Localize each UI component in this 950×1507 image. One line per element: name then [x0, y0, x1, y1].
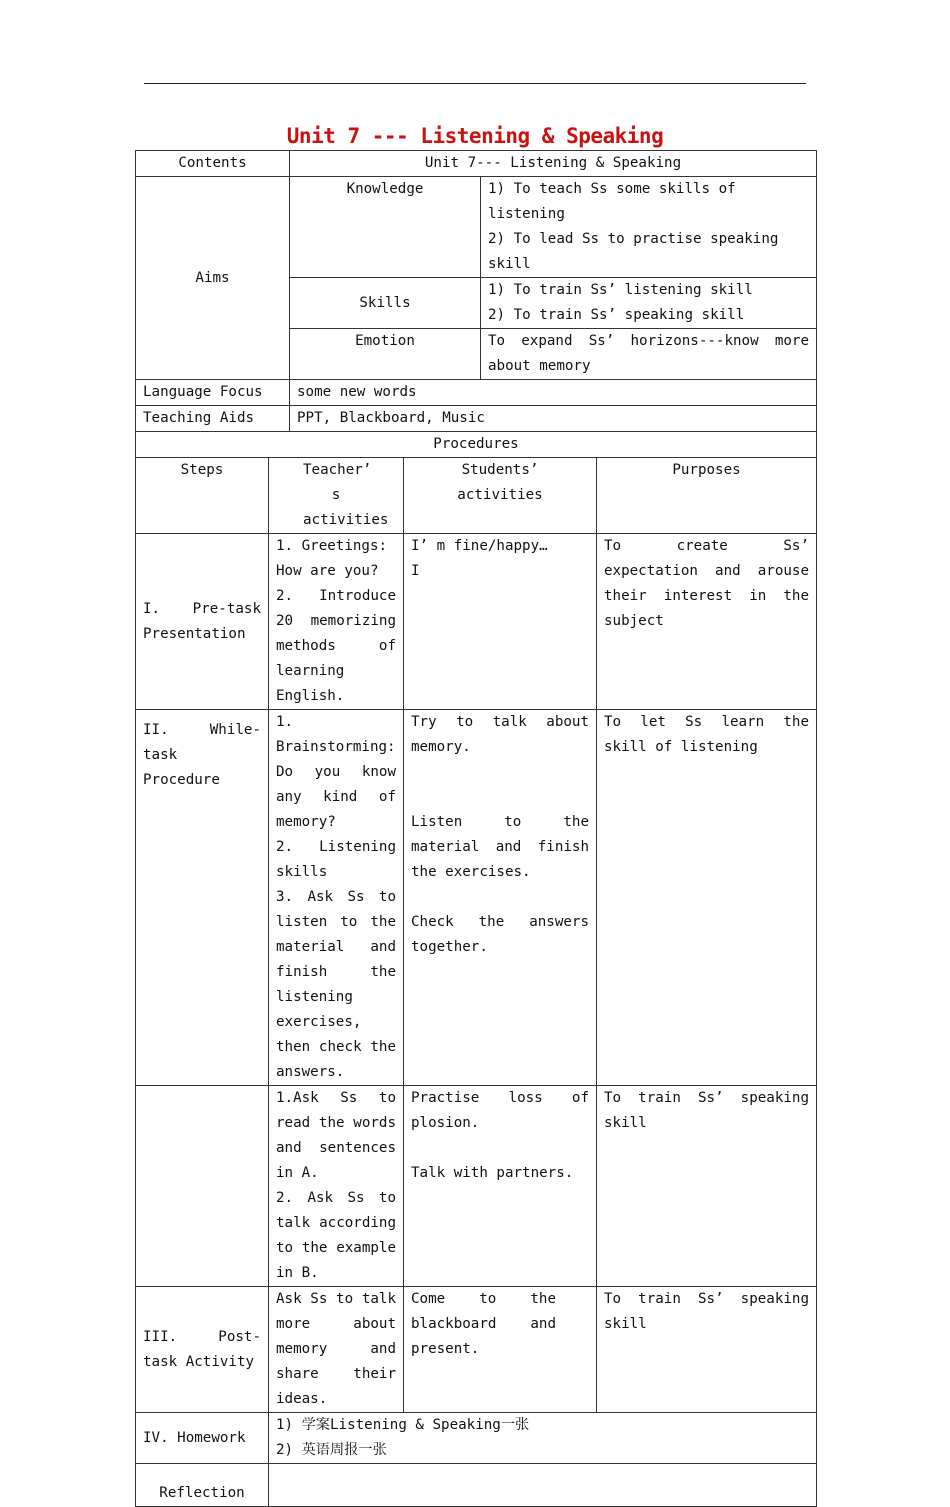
- teacher-pretask: [269, 534, 404, 710]
- students-whiletask-line: Check the answers together.: [411, 914, 589, 955]
- reflection-value: [269, 1464, 817, 1507]
- homework-row: [136, 1413, 817, 1464]
- procedures-label: Procedures: [136, 432, 817, 458]
- students-whiletask-line: Try to talk about memory.: [411, 714, 589, 755]
- teacher-speaking-line: 1.Ask Ss to read the words and sentences in A.: [276, 1090, 396, 1181]
- students-speaking: [404, 1086, 597, 1287]
- reflection-label: Reflection: [136, 1464, 269, 1507]
- contents-value: Unit 7--- Listening & Speaking: [290, 151, 817, 177]
- teacher-pretask-line: 1. Greetings:: [276, 538, 388, 554]
- knowledge-label: Knowledge: [290, 177, 481, 278]
- teacher-pretask-line: 2. Introduce 20 memorizing methods of learning English.: [276, 588, 396, 704]
- reflection-row: [136, 1464, 817, 1507]
- teacher-pretask-line: How are you?: [276, 563, 379, 579]
- skills-label: Skills: [290, 278, 481, 329]
- skills-line-2: 2) To train Ss’ speaking skill: [488, 307, 745, 323]
- header-rule: [144, 83, 806, 84]
- students-pretask-line: I’ m fine/happy…: [411, 538, 548, 554]
- purposes-header: Purposes: [597, 458, 817, 534]
- students-whiletask: [404, 710, 597, 1086]
- students-posttask: Come to the blackboard and present.: [404, 1287, 597, 1413]
- teacher-whiletask-line: Do you know any kind of memory?: [276, 764, 396, 830]
- step-speaking: [136, 1086, 269, 1287]
- teacher-posttask: Ask Ss to talk more about memory and share their ideas.: [269, 1287, 404, 1413]
- lesson-plan-table: [135, 150, 817, 1507]
- teaching-aids-label: Teaching Aids: [136, 406, 290, 432]
- knowledge-cell: [481, 177, 817, 278]
- students-pretask: [404, 534, 597, 710]
- procedures-row: [136, 432, 817, 458]
- students-speaking-line: Talk with partners.: [411, 1165, 574, 1181]
- step-posttask: III. Post-task Activity: [136, 1287, 269, 1413]
- procedures-header-row: [136, 458, 817, 534]
- knowledge-line-2: 2) To lead Ss to practise speaking skill: [488, 231, 779, 272]
- teacher-whiletask-line: 3. Ask Ss to listen to the material and finish the listening exercises, then check the answers.: [276, 889, 396, 1080]
- skills-line-1: 1) To train Ss’ listening skill: [488, 282, 753, 298]
- teacher-whiletask: [269, 710, 404, 1086]
- emotion-label: Emotion: [290, 329, 481, 380]
- homework-line-2: 2) 英语周报一张: [276, 1442, 387, 1458]
- teacher-whiletask-line: 1. Brainstorming:: [276, 714, 396, 755]
- page-title: Unit 7 --- Listening & Speaking: [286, 124, 664, 148]
- homework-line-1: 1) 学案Listening & Speaking一张: [276, 1417, 530, 1433]
- aims-knowledge-row: [136, 177, 817, 278]
- step-whiletask: II. While-task Procedure: [136, 710, 269, 1086]
- aims-label: Aims: [136, 177, 290, 380]
- students-header: Students’ activities: [404, 458, 597, 534]
- contents-label: Contents: [136, 151, 290, 177]
- purpose-whiletask: To let Ss learn the skill of listening: [597, 710, 817, 1086]
- emotion-text: To expand Ss’ horizons---know more about memory: [481, 329, 817, 380]
- students-whiletask-line: Listen to the material and finish the exercises.: [411, 814, 589, 880]
- step-pretask: I. Pre-task Presentation: [136, 534, 269, 710]
- procedure-row-whiletask: [136, 710, 817, 1086]
- procedure-row-speaking: [136, 1086, 817, 1287]
- teacher-header: Teacher’ s activities: [269, 458, 404, 534]
- teacher-speaking: [269, 1086, 404, 1287]
- skills-cell: [481, 278, 817, 329]
- procedure-row-pretask: [136, 534, 817, 710]
- language-focus-row: [136, 380, 817, 406]
- purpose-posttask: To train Ss’ speaking skill: [597, 1287, 817, 1413]
- procedure-row-posttask: [136, 1287, 817, 1413]
- language-focus-value: some new words: [290, 380, 817, 406]
- purpose-speaking: To train Ss’ speaking skill: [597, 1086, 817, 1287]
- teacher-speaking-line: 2. Ask Ss to talk according to the example in B.: [276, 1190, 396, 1281]
- homework-cell: [269, 1413, 817, 1464]
- students-pretask-line: I: [411, 563, 420, 579]
- language-focus-label: Language Focus: [136, 380, 290, 406]
- students-speaking-line: Practise loss of plosion.: [411, 1090, 589, 1131]
- homework-label: IV. Homework: [136, 1413, 269, 1464]
- purpose-pretask: To create Ss’ expectation and arouse their interest in the subject: [597, 534, 817, 710]
- knowledge-line-1: 1) To teach Ss some skills of listening: [488, 181, 736, 222]
- contents-row: [136, 151, 817, 177]
- teaching-aids-value: PPT, Blackboard, Music: [290, 406, 817, 432]
- teaching-aids-row: [136, 406, 817, 432]
- teacher-whiletask-line: 2. Listening skills: [276, 839, 396, 880]
- steps-header: Steps: [136, 458, 269, 534]
